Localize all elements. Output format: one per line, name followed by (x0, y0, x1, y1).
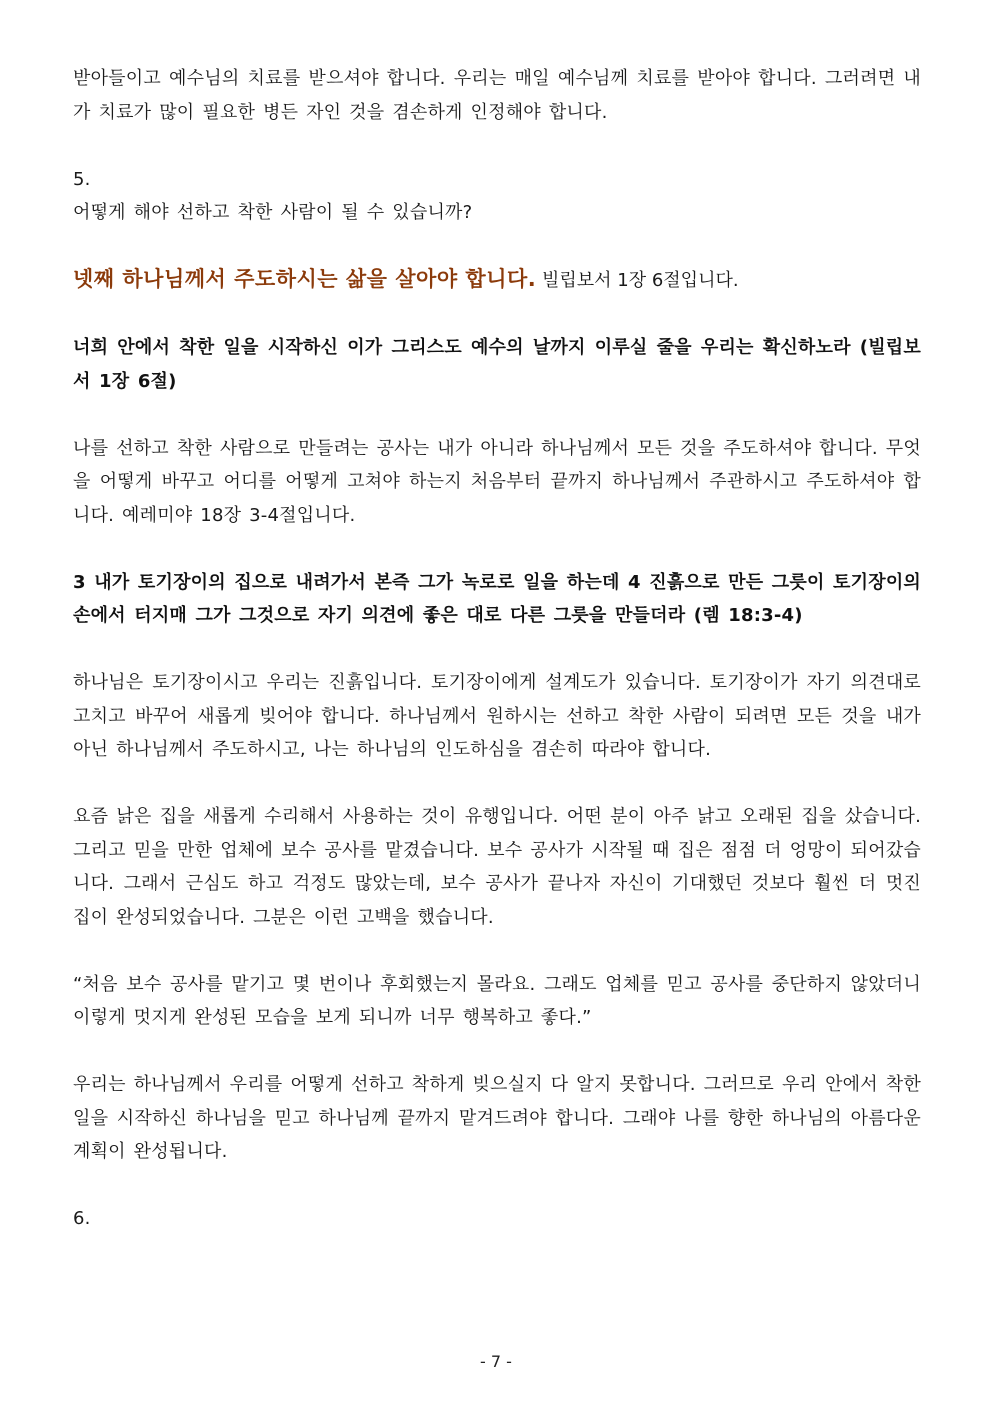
paragraph-gap (73, 767, 921, 801)
paragraph-gap (73, 532, 921, 566)
point-heading-title: 넷째 하나님께서 주도하시는 삶을 살아야 합니다. (73, 267, 537, 291)
paragraph-potter: 하나님은 토기장이시고 우리는 진흙입니다. 토기장이에게 설계도가 있습니다. 토기장이가 자기 의견대로 고치고 바꾸어 새롭게 빚어야 합니다. 하나님께서 원하시는 선하고 착한 사람이 되려면 모든 것을 내가 아닌 하나님께서 주도하시고, 나는 하나님의 인도하심을 겸손히 따라야 합니다. (73, 672, 921, 760)
paragraph-gap (73, 230, 921, 264)
point-heading (73, 263, 921, 298)
section-number-5: 5. (73, 168, 91, 190)
paragraph-gap (73, 633, 921, 667)
paragraph-gap (73, 1169, 921, 1203)
point-heading-reference: 빌립보서 1장 6절입니다. (542, 270, 739, 291)
scripture-philippians: 너희 안에서 착한 일을 시작하신 이가 그리스도 예수의 날까지 이루실 줄을 우리는 확신하노라 (빌립보서 1장 6절) (73, 337, 921, 392)
paragraph-gap (73, 129, 921, 163)
section-number-6: 6. (73, 1208, 91, 1229)
document-page (73, 62, 921, 1236)
paragraph-quote: “처음 보수 공사를 맡기고 몇 번이나 후회했는지 몰라요. 그래도 업체를 믿고 공사를 중단하지 않았더니 이렇게 멋지게 완성된 모습을 보게 되니까 너무 행복하고 좋다.” (73, 973, 921, 1028)
paragraph-gap (73, 298, 921, 332)
paragraph-healing: 받아들이고 예수님의 치료를 받으셔야 합니다. 우리는 매일 예수님께 치료를 받아야 합니다. 그러려면 내가 치료가 많이 필요한 병든 자인 것을 겸손하게 인정해야 합니다. (73, 68, 921, 123)
paragraph-trust-god: 우리는 하나님께서 우리를 어떻게 선하고 착하게 빚으실지 다 알지 못합니다. 그러므로 우리 안에서 착한 일을 시작하신 하나님을 믿고 하나님께 끝까지 맡겨드려야 합니다. 그래야 나를 향한 하나님의 아름다운 계획이 완성됩니다. (73, 1074, 921, 1162)
paragraph-god-leads: 나를 선하고 착한 사람으로 만들려는 공사는 내가 아니라 하나님께서 모든 것을 주도하셔야 합니다. 무엇을 어떻게 바꾸고 어디를 어떻게 고쳐야 하는지 처음부터 끝까지 하나님께서 주관하시고 주도하셔야 합니다. 예레미야 18장 3-4절입니다. (73, 437, 921, 526)
paragraph-house-story: 요즘 낡은 집을 새롭게 수리해서 사용하는 것이 유행입니다. 어떤 분이 아주 낡고 오래된 집을 샀습니다. 그리고 믿을 만한 업체에 보수 공사를 맡겼습니다. 보수 공사가 시작될 때 집은 점점 더 엉망이 되어갔습니다. 그래서 근심도 하고 걱정도 많았는데, 보수 공사가 끝나자 자신이 기대했던 것보다 훨씬 더 멋진 집이 완성되었습니다. 그분은 이런 고백을 했습니다. (73, 806, 921, 928)
paragraph-gap (73, 934, 921, 968)
scripture-jeremiah: 3 내가 토기장이의 집으로 내려가서 본즉 그가 녹로로 일을 하는데 4 진흙으로 만든 그릇이 토기장이의 손에서 터지매 그가 그것으로 자기 의견에 좋은 대로 다른 그릇을 만들더라 (렘 18:3-4) (73, 571, 921, 626)
section-question-5: 어떻게 해야 선하고 착한 사람이 될 수 있습니까? (73, 202, 473, 223)
page-number: - 7 - (480, 1352, 512, 1371)
paragraph-gap (73, 398, 921, 432)
paragraph-gap (73, 1035, 921, 1069)
